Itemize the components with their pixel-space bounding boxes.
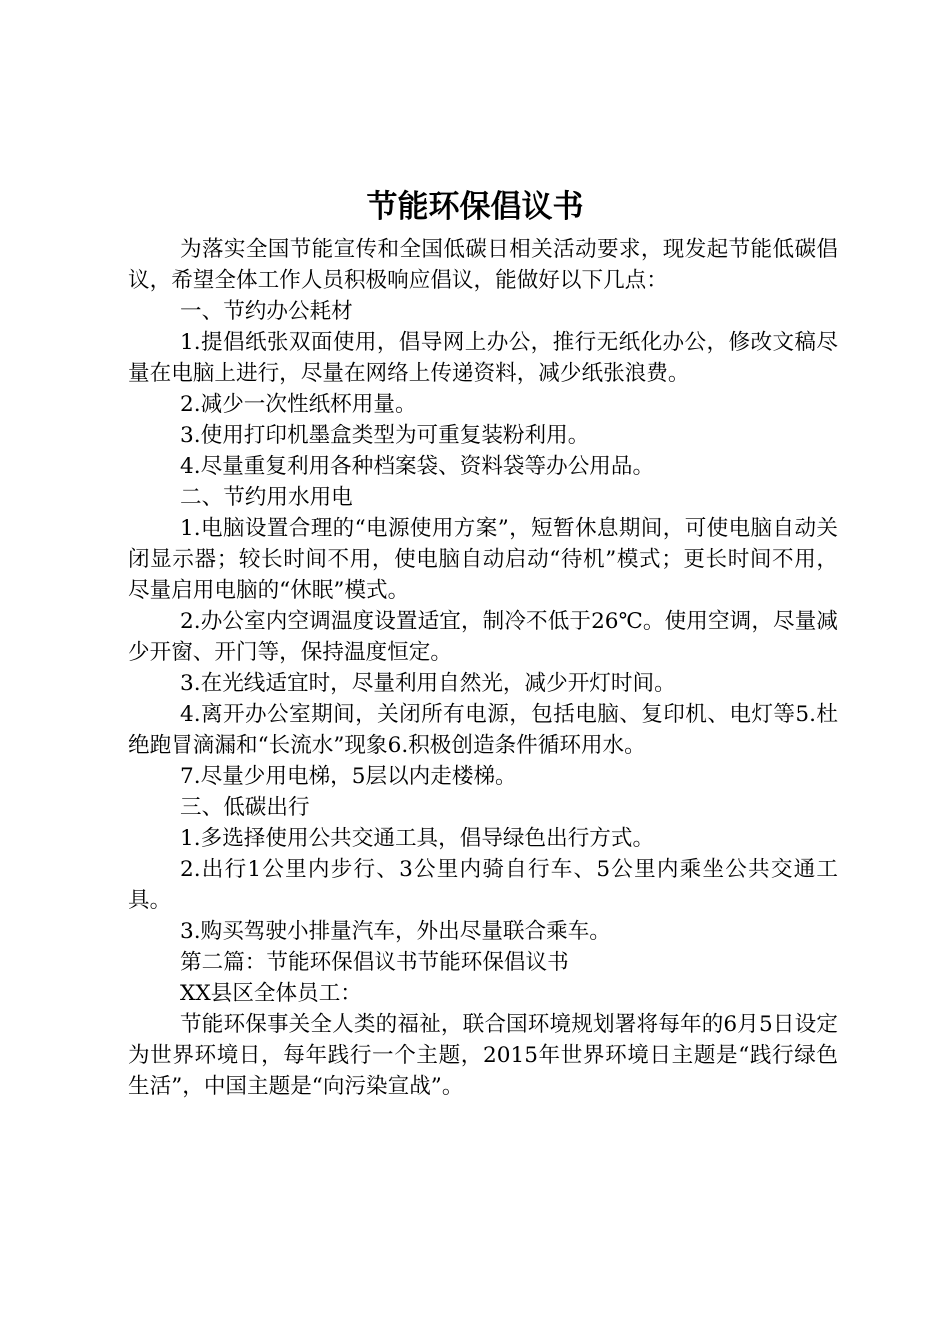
list-item: 3.使用打印机墨盒类型为可重复装粉利用。 <box>180 423 590 448</box>
list-item: 2.办公室内空调温度设置适宜，制冷不低于26℃。使用空调，尽量减少开窗、开门等，保持温度恒定。 <box>128 609 838 665</box>
list-item: 4.离开办公室期间，关闭所有电源，包括电脑、复印机、电灯等5.杜绝跑冒滴漏和“长流水”现象6.积极创造条件循环用水。 <box>128 702 838 758</box>
document-body <box>128 234 838 1102</box>
list-item: 7.尽量少用电梯，5层以内走楼梯。 <box>180 764 517 789</box>
paragraph: 节能环保事关全人类的福祉，联合国环境规划署将每年的6月5日设定为世界环境日，每年践行一个主题，2015年世界环境日主题是“践行绿色生活”，中国主题是“向污染宣战”。 <box>128 1012 838 1099</box>
section-heading-low-carbon-travel: 三、低碳出行 <box>180 795 310 820</box>
salutation: XX县区全体员工： <box>180 981 362 1006</box>
list-item: 3.在光线适宜时，尽量利用自然光，减少开灯时间。 <box>180 671 676 696</box>
list-item: 4.尽量重复利用各种档案袋、资料袋等办公用品。 <box>180 454 655 479</box>
list-item: 3.购买驾驶小排量汽车，外出尽量联合乘车。 <box>180 919 611 944</box>
list-item: 1.提倡纸张双面使用，倡导网上办公，推行无纸化办公，修改文稿尽量在电脑上进行，尽量在网络上传递资料，减少纸张浪费。 <box>128 330 838 386</box>
list-item: 1.多选择使用公共交通工具，倡导绿色出行方式。 <box>180 826 655 851</box>
list-item: 2.减少一次性纸杯用量。 <box>180 392 417 417</box>
list-item: 2.出行1公里内步行、3公里内骑自行车、5公里内乘坐公共交通工具。 <box>128 857 838 913</box>
second-article-heading: 第二篇：节能环保倡议书节能环保倡议书 <box>180 950 569 975</box>
section-heading-water-electricity: 二、节约用水用电 <box>180 485 353 510</box>
section-heading-office-supplies: 一、节约办公耗材 <box>180 299 353 324</box>
document-title: 节能环保倡议书 <box>366 189 584 225</box>
list-item: 1.电脑设置合理的“电源使用方案”，短暂休息期间，可使电脑自动关闭显示器；较长时间不用，使电脑自动启动“待机”模式；更长时间不用，尽量启用电脑的“休眠”模式。 <box>128 516 838 603</box>
paragraph-intro: 为落实全国节能宣传和全国低碳日相关活动要求，现发起节能低碳倡议，希望全体工作人员积极响应倡议，能做好以下几点： <box>128 237 838 293</box>
